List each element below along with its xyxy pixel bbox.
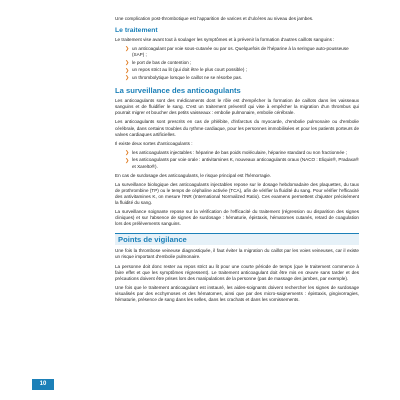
surveillance-paragraph-4: En cas de surdosage des anticoagulants, le risque principal est l'hémorragie. [115,172,272,178]
list-item-text: un repos strict au lit (qui doit être le plus court possible) ; [132,67,247,73]
list-item [125,67,359,73]
arrow-bullet-icon: ❯ [125,46,130,53]
arrow-bullet-icon: ❯ [125,60,130,67]
vigilance-heading: Points de vigilance [118,235,187,245]
list-item [125,75,359,81]
list-item-text: les anticoagulants par voie orale : antivitamines K, nouveaux anticoagulants oraux (NACO : Eliquis®, Pradaxa® et Xarelto®). [132,157,359,169]
vigilance-heading-box [115,233,359,245]
page-number: 10 [32,379,54,390]
list-item-text: les anticoagulants injectables : héparine de bas poids moléculaire, héparine standard ou non fractionnée ; [132,149,348,155]
surveillance-paragraph-1: Les anticoagulants sont des médicaments dont le rôle est d'empêcher la formation de caillots dans les vaisseaux sanguins et de fluidifier le sang. C'est un traitement préventif qui vise à empêcher la migration d'un thrombus qui pourrait migrer et boucher des petits vaisseaux : embolie pulmonaire, embolie cérébrale. [115,98,359,116]
list-item-text: le port de bas de contention ; [132,59,192,65]
intro-paragraph: Une complication post-thrombotique est l'apparition de varices et d'ulcères au niveau des jambes. [115,16,314,21]
list-item [125,60,359,66]
anticoagulant-types-list [115,150,359,170]
traitement-heading: Le traitement [115,27,158,35]
traitement-intro: Le traitement vise avant tout à soulager les symptômes et à prévenir la formation d'autres caillots sanguins : [115,37,335,43]
traitement-list [115,46,359,81]
surveillance-paragraph-6: La surveillance soignante repose sur la vérification de l'efficacité du traitement (régression ou disparition des signes cliniques) et sur l'absence de signes de surdosage : hématurie, épistaxis, hématomes cutanés, retard de coagulation lors des prélèvements sanguins. [115,209,359,227]
surveillance-paragraph-5: La surveillance biologique des anticoagulants injectables repose sur le dosage hebdomadaire des plaquettes, du taux de prothrombine (TP) ou le temps de céphaline activée (TCA), afin de vérifier la fluidité du sang. Pour vérifier l'efficacité des antivitamines K, on mesure l'INR (International Normalized Ratio). Ces examens permettent d'ajuster précisément la fluidité du sang. [115,181,359,205]
arrow-bullet-icon: ❯ [125,150,130,156]
arrow-bullet-icon: ❯ [125,67,130,74]
vigilance-paragraph-1: Une fois la thrombose veineuse diagnostiquée, il faut éviter la migration du caillot par les voies veineuses, car il existe un risque important d'embolie pulmonaire. [115,248,359,260]
list-item [125,46,359,58]
list-item-text: un thrombolytique lorsque le caillot ne se résorbe pas. [132,75,243,81]
vigilance-paragraph-3: Une fois que le traitement anticoagulant est instauré, les aides-soignants doivent rechercher les signes de surdosage visualisés par des ecchymoses et des hématomes, ainsi que par des micro-saignements : épistaxis, gingivorragies, hématurie, présence de sang dans les selles, dans les crachats et dans les vomissements. [115,284,359,302]
arrow-bullet-icon: ❯ [125,75,130,82]
vigilance-paragraph-2: La personne doit donc rester au repos strict au lit pour une courte période de temps (que le traitement commence à faire effet et que les symptômes régressent). Le traitement anticoagulant doit être mis en œuvre sans tarder et des précautions doivent être prises lors des manipulations de la personne (pas de massage des jambes, par exemple). [115,263,359,281]
list-item-text: un anticoagulant par voie sous-cutanée ou par os. Quelquefois de l'héparine à la seringue auto-pousseuse (SAP) ; [132,46,349,58]
surveillance-heading: La surveillance des anticoagulants [115,86,241,96]
surveillance-paragraph-3: Il existe deux sortes d'anticoagulants : [115,140,193,146]
page-content [115,16,359,306]
list-item [125,157,359,169]
list-item [125,150,359,156]
arrow-bullet-icon: ❯ [125,157,130,164]
surveillance-paragraph-2: Les anticoagulants sont prescrits en cas de phlébite, d'infarctus du myocarde, d'embolie pulmonaire ou d'embolie cérébrale, dans certains troubles du rythme cardiaque, pour les personnes immobilisées et pour les patients porteurs de valves cardiaques artificielles. [115,119,359,137]
